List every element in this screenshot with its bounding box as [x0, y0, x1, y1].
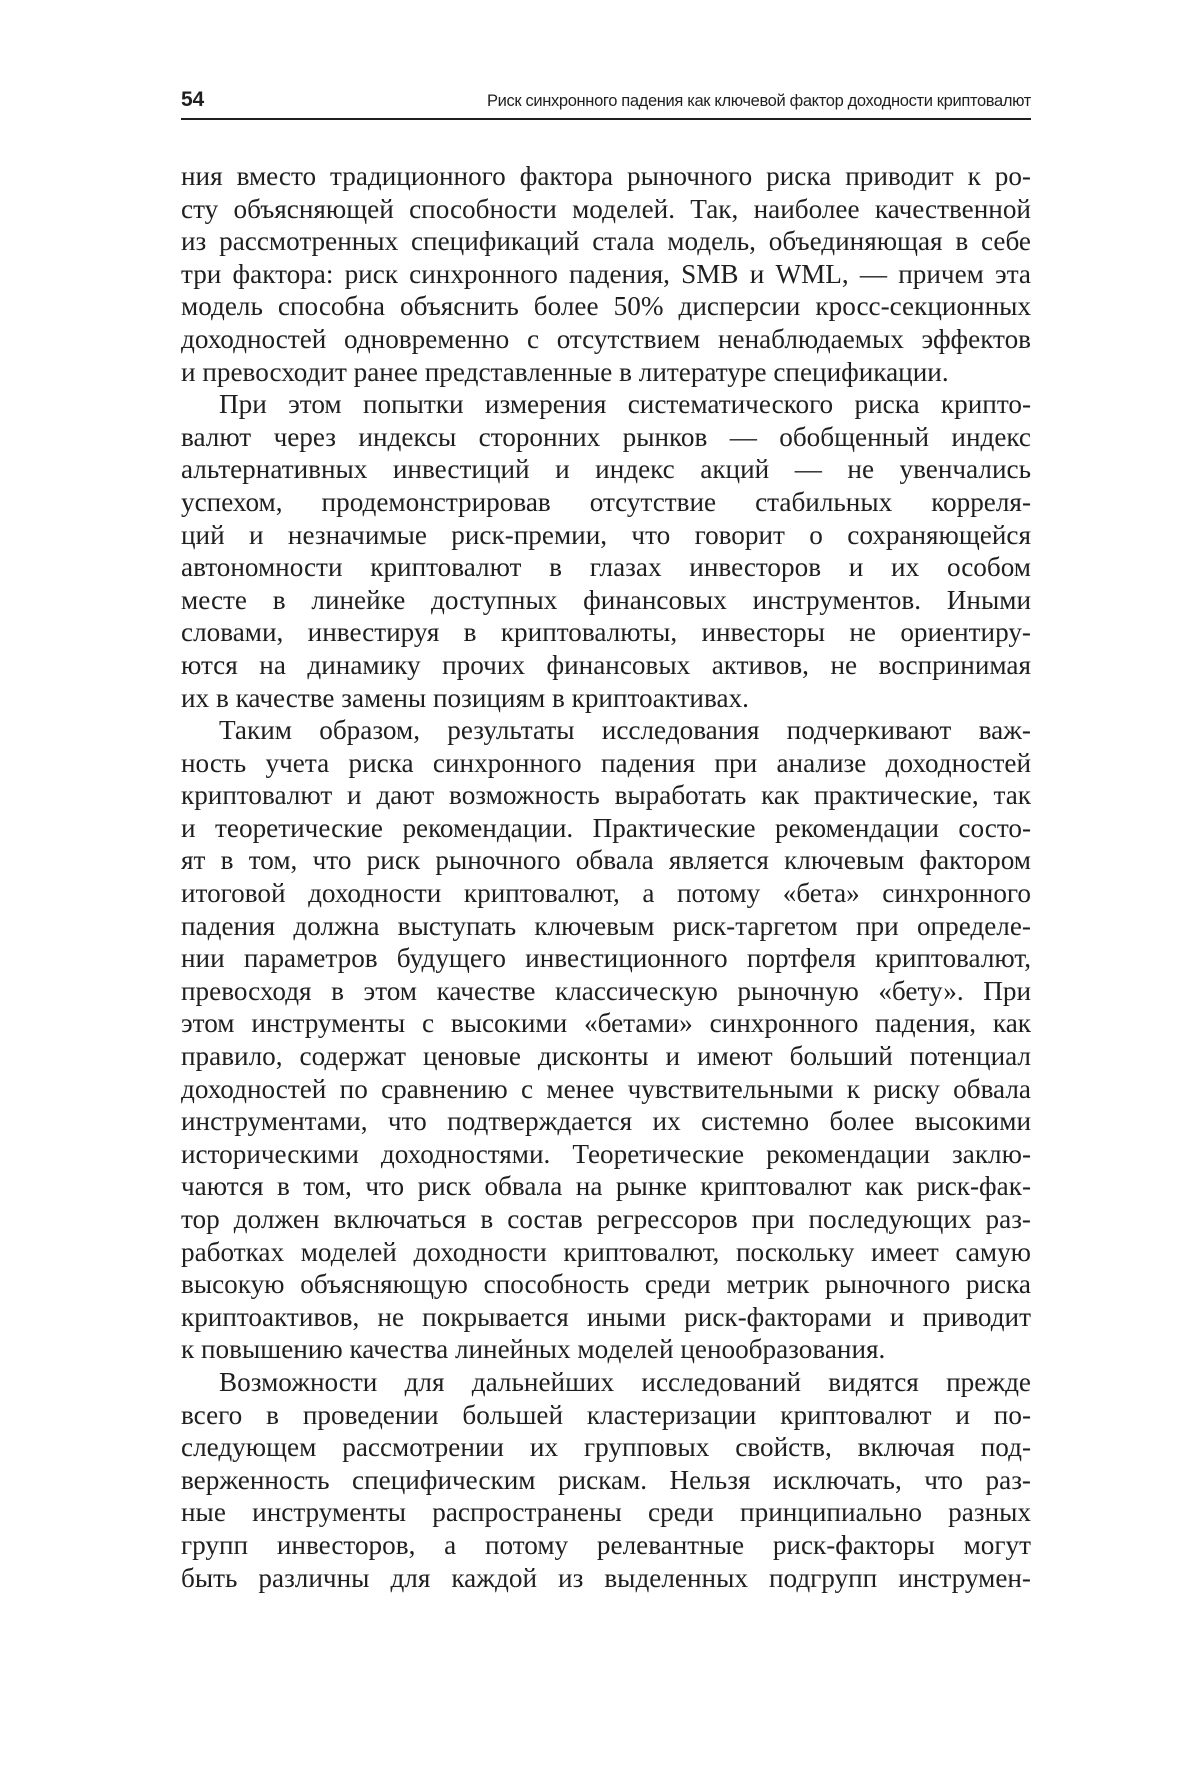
text-line: При этом попытки измерения систематического риска крипто-	[181, 388, 1031, 421]
paragraph	[181, 1366, 1031, 1594]
text-line: высокую объясняющую способность среди метрик рыночного риска	[181, 1268, 1031, 1301]
text-line: автономности криптовалют в глазах инвесторов и их особом	[181, 551, 1031, 584]
text-line: нии параметров будущего инвестиционного портфеля криптовалют,	[181, 942, 1031, 975]
text-line: криптовалют и дают возможность выработать как практические, так	[181, 779, 1031, 812]
text-line: этом инструменты с высокими «бетами» синхронного падения, как	[181, 1007, 1031, 1040]
text-line: ются на динамику прочих финансовых активов, не воспринимая	[181, 649, 1031, 682]
text-line: модель способна объяснить более 50% дисперсии кросс-секционных	[181, 290, 1031, 323]
text-line: и теоретические рекомендации. Практические рекомендации состо-	[181, 812, 1031, 845]
text-line: из рассмотренных спецификаций стала модель, объединяющая в себе	[181, 225, 1031, 258]
text-line: их в качестве замены позициям в криптоактивах.	[181, 682, 1031, 715]
text-line: ят в том, что риск рыночного обвала является ключевым фактором	[181, 844, 1031, 877]
text-line: Возможности для дальнейших исследований видятся прежде	[181, 1366, 1031, 1399]
text-line: ния вместо традиционного фактора рыночного риска приводит к ро-	[181, 160, 1031, 193]
text-line: групп инвесторов, а потому релевантные риск-факторы могут	[181, 1529, 1031, 1562]
text-line: следующем рассмотрении их групповых свойств, включая под-	[181, 1431, 1031, 1464]
running-title: Риск синхронного падения как ключевой фактор доходности криптовалют	[487, 91, 1031, 111]
text-line: к повышению качества линейных моделей ценообразования.	[181, 1333, 1031, 1366]
text-line: сту объясняющей способности моделей. Так, наиболее качественной	[181, 193, 1031, 226]
running-header	[181, 82, 1031, 120]
paragraph	[181, 388, 1031, 714]
text-line: тор должен включаться в состав регрессоров при последующих раз-	[181, 1203, 1031, 1236]
body-text	[181, 160, 1031, 1594]
text-line: чаются в том, что риск обвала на рынке криптовалют как риск-фак-	[181, 1170, 1031, 1203]
text-line: правило, содержат ценовые дисконты и имеют больший потенциал	[181, 1040, 1031, 1073]
text-line: работках моделей доходности криптовалют, поскольку имеет самую	[181, 1236, 1031, 1269]
paragraph	[181, 714, 1031, 1366]
text-line: валют через индексы сторонних рынков — обобщенный индекс	[181, 421, 1031, 454]
text-line: инструментами, что подтверждается их системно более высокими	[181, 1105, 1031, 1138]
text-line: доходностей по сравнению с менее чувствительными к риску обвала	[181, 1073, 1031, 1106]
text-line: всего в проведении большей кластеризации криптовалют и по-	[181, 1399, 1031, 1432]
paragraph	[181, 160, 1031, 388]
text-line: ций и незначимые риск-премии, что говорит о сохраняющейся	[181, 519, 1031, 552]
text-line: быть различны для каждой из выделенных подгрупп инструмен-	[181, 1562, 1031, 1595]
text-line: ность учета риска синхронного падения при анализе доходностей	[181, 747, 1031, 780]
text-line: словами, инвестируя в криптовалюты, инвесторы не ориентиру-	[181, 616, 1031, 649]
text-line: успехом, продемонстрировав отсутствие стабильных корреля-	[181, 486, 1031, 519]
text-line: месте в линейке доступных финансовых инструментов. Иными	[181, 584, 1031, 617]
text-line: верженность специфическим рискам. Нельзя исключать, что раз-	[181, 1464, 1031, 1497]
text-line: доходностей одновременно с отсутствием ненаблюдаемых эффектов	[181, 323, 1031, 356]
book-page	[0, 0, 1200, 1786]
text-line: и превосходит ранее представленные в литературе спецификации.	[181, 356, 1031, 389]
text-line: Таким образом, результаты исследования подчеркивают важ-	[181, 714, 1031, 747]
page-number: 54	[181, 88, 204, 112]
text-line: ные инструменты распространены среди принципиально разных	[181, 1496, 1031, 1529]
text-line: падения должна выступать ключевым риск-таргетом при определе-	[181, 910, 1031, 943]
text-line: криптоактивов, не покрывается иными риск-факторами и приводит	[181, 1301, 1031, 1334]
text-line: превосходя в этом качестве классическую рыночную «бету». При	[181, 975, 1031, 1008]
text-line: историческими доходностями. Теоретические рекомендации заклю-	[181, 1138, 1031, 1171]
text-line: три фактора: риск синхронного падения, SMB и WML, — причем эта	[181, 258, 1031, 291]
text-line: итоговой доходности криптовалют, а потому «бета» синхронного	[181, 877, 1031, 910]
text-line: альтернативных инвестиций и индекс акций — не увенчались	[181, 453, 1031, 486]
